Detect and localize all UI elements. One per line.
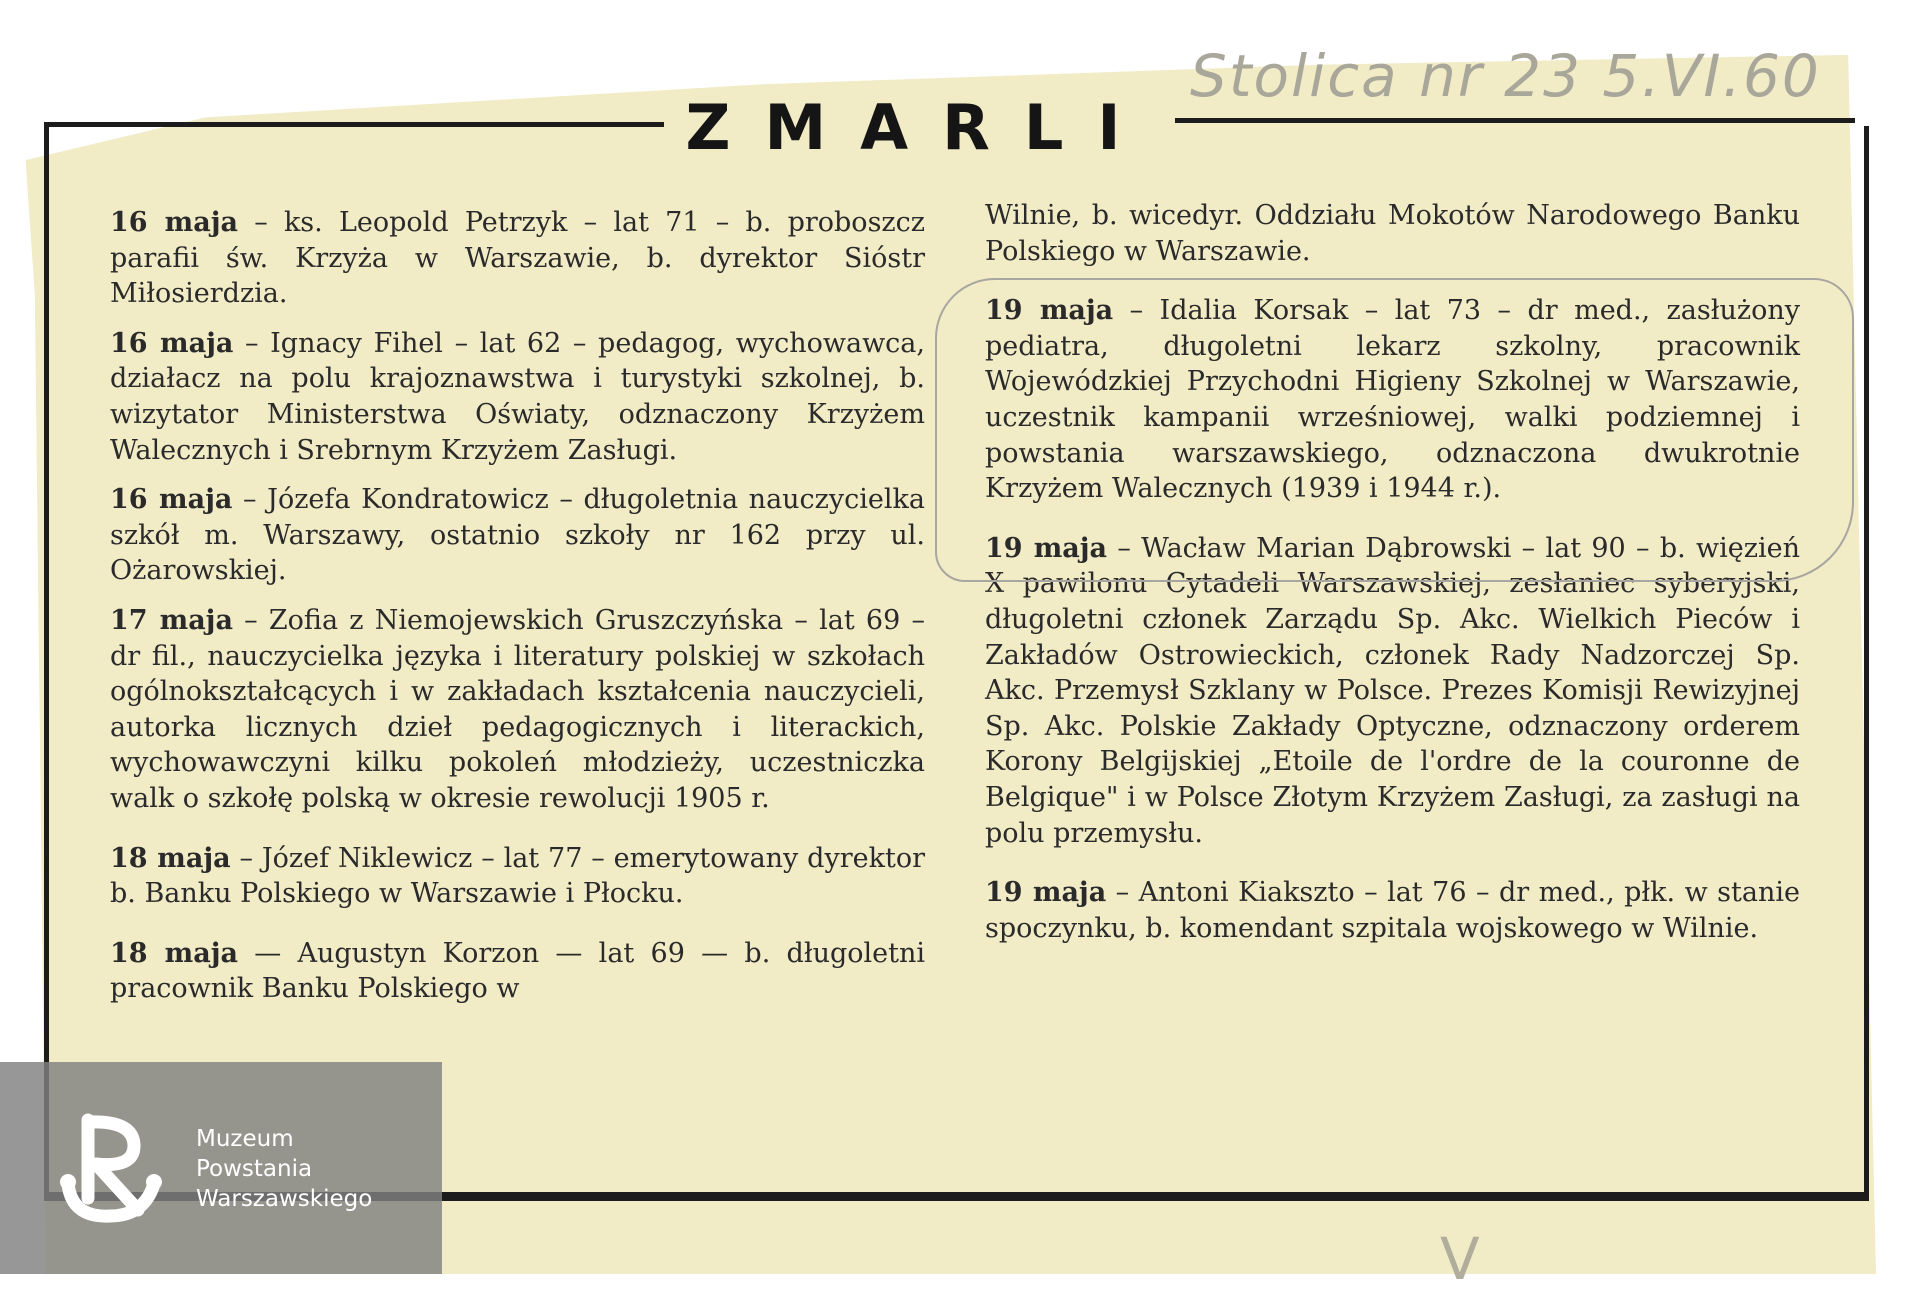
entry-date: 19 maja (985, 532, 1108, 564)
entry-text: – Zofia z Niemojewskich Gruszczyńska – lat 69 – dr fil., nauczycielka języka i literatury polskiej w szkołach ogólnokształcących i w zakładach kształcenia nauczycieli, autorka licznych dzieł pedagogicznych i literackich, wychowawczyni kilku pokoleń młodzieży, uczestniczka walk o szkołę polską w okresie rewolucji 1905 r. (110, 604, 925, 814)
watermark-line: Powstania (196, 1156, 313, 1182)
obituary-entry (110, 205, 925, 312)
obituary-entry (110, 841, 925, 912)
watermark-line: Muzeum (196, 1126, 294, 1152)
obituary-entry-continued (985, 198, 1800, 269)
entry-date: 18 maja (110, 937, 238, 969)
obituary-entry (110, 482, 925, 589)
entry-text: – Józef Niklewicz – lat 77 – emerytowany dyrektor b. Banku Polskiego w Warszawie i Płocku. (110, 842, 925, 910)
obituary-entry (110, 603, 925, 817)
obituary-entry (110, 936, 925, 1007)
entry-text: — Augustyn Korzon — lat 69 — b. długoletni pracownik Banku Polskiego w (110, 937, 925, 1005)
entry-date: 18 maja (110, 842, 231, 874)
title-rule-right (1175, 118, 1855, 123)
entry-text: – Antoni Kiakszto – lat 76 – dr med., płk. w stanie spoczynku, b. komendant szpitala wojskowego w Wilnie. (985, 877, 1800, 944)
entry-date: 17 maja (110, 604, 233, 636)
entry-text: – Wacław Marian Dąbrowski – lat 90 – b. więzień X pawilonu Cytadeli Warszawskiej, zesłaniec syberyjski, długoletni członek Zarządu Sp. Akc. Wielkich Pieców i Zakładów Ostrowieckich, członek Rady Nadzorczej Sp. Akc. Przemysł Szklany w Polsce. Prezes Komisji Rewizyjnej Sp. Akc. Polskie Zakłady Optyczne, odznaczony orderem Korony Belgijskiej „Etoile de l'ordre de la couronne de Belgique" i w Polsce Złotym Krzyżem Zasługi, za zasługi na polu przemysłu. (985, 532, 1800, 849)
entry-date: 16 maja (110, 327, 234, 359)
obituary-entry (985, 531, 1800, 851)
handwritten-check-mark: V (1440, 1225, 1480, 1293)
watermark-line: Warszawskiego (196, 1186, 373, 1212)
left-column (110, 205, 925, 1021)
entry-text: – Józefa Kondratowicz – długoletnia nauczycielka szkół m. Warszawy, ostatnio szkoły nr 162 przy ul. Ożarowskiej. (110, 484, 925, 587)
entry-date: 19 maja (985, 295, 1114, 327)
entry-text: – ks. Leopold Petrzyk – lat 71 – b. proboszcz parafii św. Krzyża w Warszawie, b. dyrektor Sióstr Miłosierdzia. (110, 207, 925, 310)
entry-text: – Ignacy Fihel – lat 62 – pedagog, wychowawca, działacz na polu krajoznawstwa i turystyki szkolnej, b. wizytator Ministerstwa Oświaty, odznaczony Krzyżem Walecznych i Srebrnym Krzyżem Zasługi. (110, 327, 925, 466)
entry-date: 16 maja (110, 207, 238, 238)
obituary-entry (985, 875, 1800, 946)
right-column (985, 198, 1800, 960)
entry-text: – Idalia Korsak – lat 73 – dr med., zasłużony pediatra, długoletni lekarz szkolny, pracownik Wojewódzkiej Przychodni Higieny Szkolnej w Warszawie, uczestnik kampanii wrześniowej, walki podziemnej i powstania warszawskiego, odznaczona dwukrotnie Krzyżem Walecznych (1939 i 1944 r.). (985, 295, 1801, 505)
obituary-entry (110, 326, 925, 468)
title-rule-left (44, 122, 664, 127)
entry-text: Wilnie, b. wicedyr. Oddziału Mokotów Narodowego Banku Polskiego w Warszawie. (985, 200, 1800, 267)
kotwica-anchor-icon (56, 1098, 166, 1228)
page-title: ZMARLI (685, 91, 1155, 164)
watermark-text (196, 1124, 436, 1214)
handwritten-note: Stolica nr 23 5.VI.60 (1190, 42, 1821, 110)
obituary-entry (985, 293, 1800, 507)
entry-date: 19 maja (985, 877, 1107, 909)
entry-date: 16 maja (110, 484, 233, 516)
